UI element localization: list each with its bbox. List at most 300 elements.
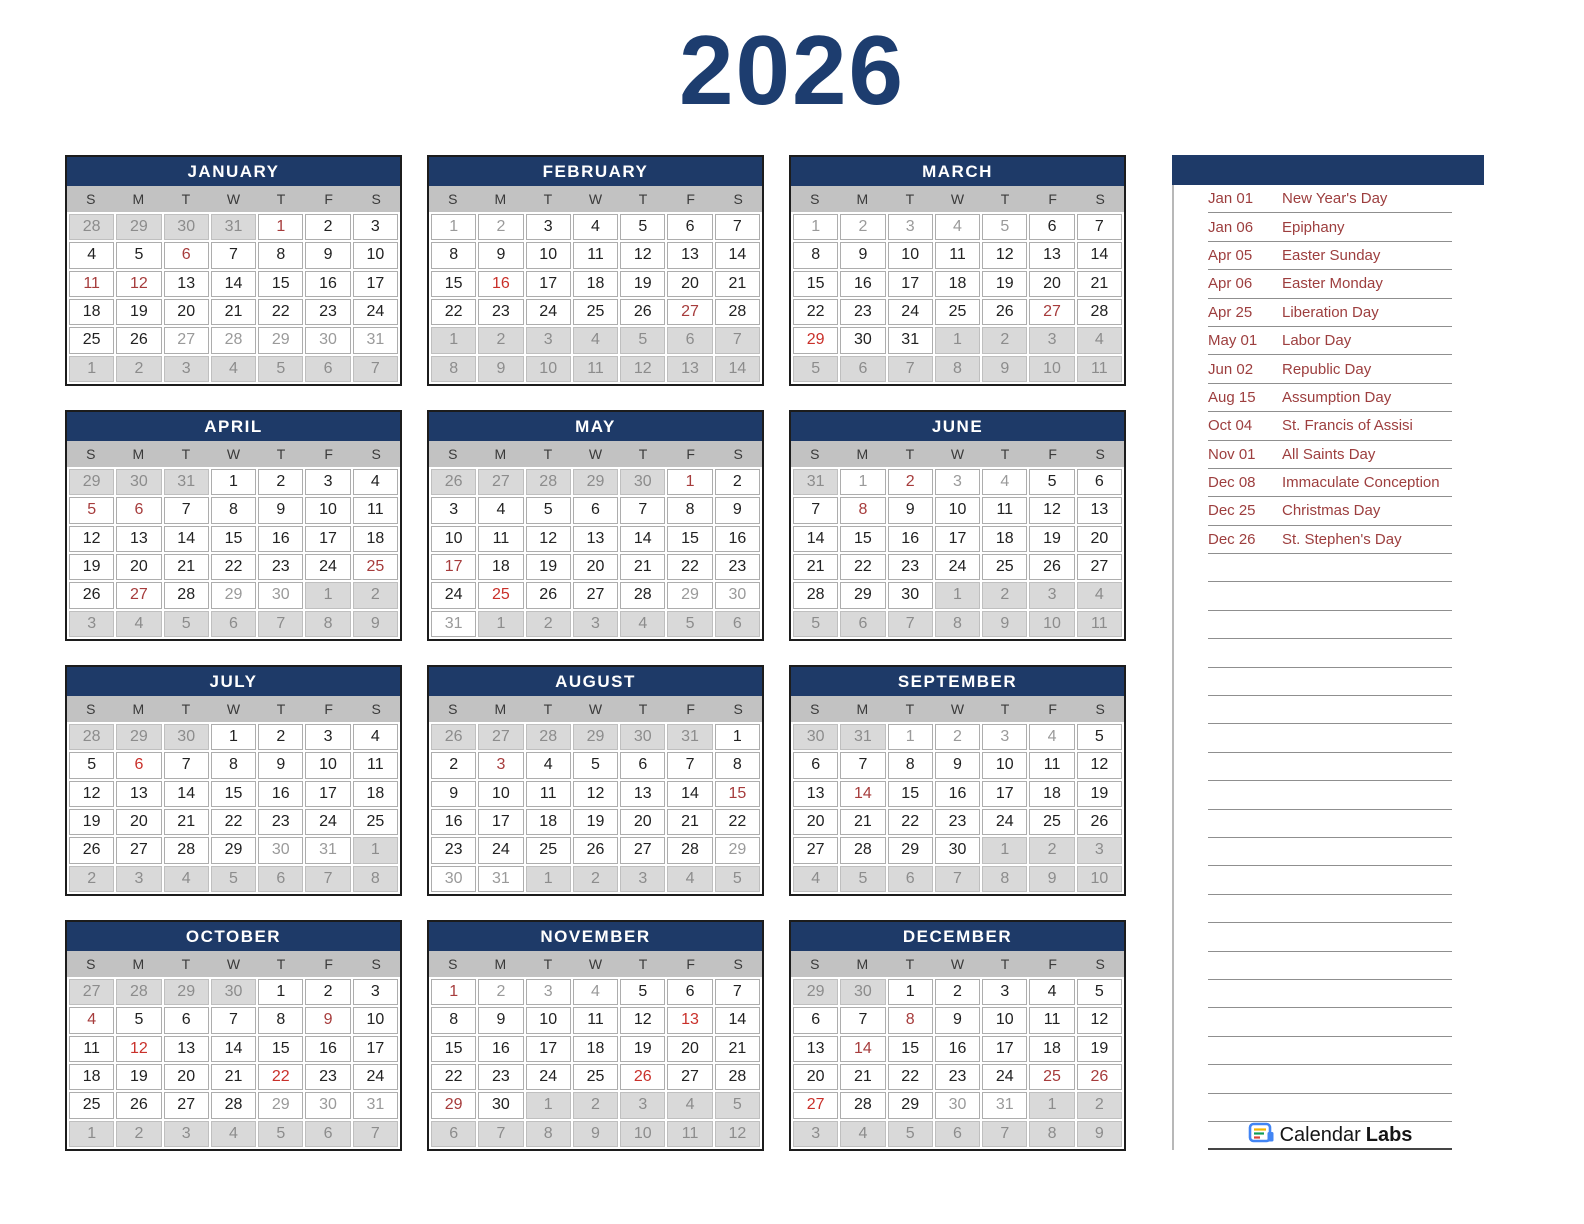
day-cell: 22	[211, 809, 256, 835]
day-cell: 11	[1077, 611, 1122, 637]
day-cell: 5	[1077, 979, 1122, 1005]
day-cell: 2	[935, 979, 980, 1005]
day-cell: 20	[793, 809, 838, 835]
day-cell: 27	[478, 724, 523, 750]
day-cell: 16	[305, 1036, 350, 1062]
day-cell: 2	[69, 866, 114, 892]
day-cell: 26	[69, 837, 114, 863]
day-cell: 23	[840, 299, 885, 325]
weekday-label: S	[1095, 956, 1105, 972]
day-cell: 28	[211, 1092, 256, 1118]
day-cell: 27	[116, 582, 161, 608]
day-cell: 26	[620, 299, 665, 325]
day-cell: 1	[353, 837, 398, 863]
day-cell: 1	[1029, 1092, 1074, 1118]
day-cell: 11	[1029, 752, 1074, 778]
weekday-label: T	[543, 701, 553, 717]
day-cell: 26	[1077, 1064, 1122, 1090]
weekday-label: T	[181, 446, 191, 462]
day-cell: 11	[573, 1007, 618, 1033]
holiday-panel-header	[1172, 155, 1484, 185]
weekday-label: S	[86, 701, 96, 717]
day-cell: 27	[478, 469, 523, 495]
month-march	[789, 155, 1126, 386]
day-cell: 28	[715, 299, 760, 325]
weekday-label: T	[543, 191, 553, 207]
day-cell: 13	[573, 526, 618, 552]
day-cell: 13	[620, 781, 665, 807]
day-cell: 30	[793, 724, 838, 750]
day-cell: 3	[164, 1121, 209, 1147]
day-cell: 8	[840, 497, 885, 523]
day-cell: 14	[715, 356, 760, 382]
day-cell: 1	[305, 582, 350, 608]
day-cell: 4	[1029, 979, 1074, 1005]
day-cell: 7	[478, 1121, 523, 1147]
day-cell: 18	[69, 299, 114, 325]
day-cell: 30	[164, 724, 209, 750]
day-cell: 23	[258, 554, 303, 580]
day-cell: 16	[258, 526, 303, 552]
day-cell: 1	[258, 979, 303, 1005]
day-cell: 14	[620, 526, 665, 552]
day-grid	[67, 722, 400, 894]
weekday-row	[67, 951, 400, 977]
day-cell: 26	[116, 327, 161, 353]
weekday-label: S	[1095, 191, 1105, 207]
weekday-label: M	[856, 701, 869, 717]
day-cell: 24	[353, 1064, 398, 1090]
day-cell: 3	[305, 724, 350, 750]
day-cell: 1	[935, 582, 980, 608]
month-january	[65, 155, 402, 386]
day-cell: 6	[793, 752, 838, 778]
day-cell: 9	[478, 356, 523, 382]
day-cell: 3	[935, 469, 980, 495]
day-cell: 4	[353, 469, 398, 495]
weekday-label: W	[588, 701, 603, 717]
holiday-date: Dec 25	[1208, 502, 1256, 520]
day-cell: 25	[478, 582, 523, 608]
day-cell: 18	[1029, 1036, 1074, 1062]
day-cell: 8	[667, 497, 712, 523]
day-cell: 15	[258, 271, 303, 297]
day-cell: 22	[888, 1064, 933, 1090]
day-cell: 10	[353, 1007, 398, 1033]
day-cell: 10	[982, 752, 1027, 778]
day-cell: 8	[888, 752, 933, 778]
day-cell: 4	[526, 752, 571, 778]
weekday-label: W	[950, 446, 965, 462]
day-cell: 6	[840, 356, 885, 382]
day-cell: 5	[258, 1121, 303, 1147]
weekday-label: F	[686, 191, 695, 207]
day-cell: 28	[211, 327, 256, 353]
weekday-label: M	[494, 446, 507, 462]
day-cell: 29	[573, 724, 618, 750]
day-cell: 3	[793, 1121, 838, 1147]
month-october	[65, 920, 402, 1151]
holiday-date: Oct 04	[1208, 417, 1253, 435]
day-cell: 5	[69, 752, 114, 778]
day-cell: 15	[211, 526, 256, 552]
holiday-row	[1208, 355, 1452, 383]
day-grid	[429, 467, 762, 639]
weekday-row	[67, 441, 400, 467]
month-title: JUNE	[791, 412, 1124, 441]
day-cell: 10	[1029, 356, 1074, 382]
holiday-row	[1208, 526, 1452, 554]
day-cell: 11	[1029, 1007, 1074, 1033]
day-cell: 25	[69, 327, 114, 353]
weekday-label: S	[810, 446, 820, 462]
day-cell: 22	[840, 554, 885, 580]
day-cell: 11	[667, 1121, 712, 1147]
holiday-row	[1208, 242, 1452, 270]
day-cell: 7	[620, 497, 665, 523]
day-cell: 30	[715, 582, 760, 608]
day-cell: 2	[353, 582, 398, 608]
weekday-label: F	[1048, 446, 1057, 462]
day-cell: 20	[116, 554, 161, 580]
day-cell: 28	[164, 582, 209, 608]
weekday-label: S	[810, 956, 820, 972]
day-cell: 18	[935, 271, 980, 297]
day-cell: 3	[1029, 327, 1074, 353]
holiday-name: Immaculate Conception	[1282, 474, 1440, 492]
day-cell: 17	[305, 526, 350, 552]
day-cell: 7	[715, 214, 760, 240]
day-cell: 3	[116, 866, 161, 892]
day-cell: 18	[982, 526, 1027, 552]
day-cell: 21	[667, 809, 712, 835]
day-cell: 26	[526, 582, 571, 608]
day-cell: 31	[667, 724, 712, 750]
weekday-label: T	[638, 701, 648, 717]
blank-line	[1208, 895, 1452, 923]
day-cell: 25	[69, 1092, 114, 1118]
day-cell: 2	[715, 469, 760, 495]
holiday-name: St. Stephen's Day	[1282, 530, 1402, 548]
day-cell: 14	[840, 1036, 885, 1062]
day-cell: 5	[888, 1121, 933, 1147]
day-cell: 4	[982, 469, 1027, 495]
day-cell: 18	[478, 554, 523, 580]
weekday-label: W	[226, 446, 241, 462]
day-cell: 7	[667, 752, 712, 778]
day-cell: 4	[164, 866, 209, 892]
day-cell: 14	[667, 781, 712, 807]
day-cell: 19	[526, 554, 571, 580]
day-cell: 24	[982, 1064, 1027, 1090]
day-cell: 12	[715, 1121, 760, 1147]
day-cell: 21	[840, 1064, 885, 1090]
day-cell: 17	[353, 271, 398, 297]
day-cell: 1	[888, 724, 933, 750]
weekday-label: M	[132, 191, 145, 207]
day-cell: 9	[840, 242, 885, 268]
day-cell: 30	[116, 469, 161, 495]
day-cell: 15	[258, 1036, 303, 1062]
day-cell: 1	[478, 611, 523, 637]
weekday-label: W	[226, 701, 241, 717]
day-cell: 30	[431, 866, 476, 892]
holiday-name: New Year's Day	[1282, 190, 1388, 208]
day-cell: 15	[667, 526, 712, 552]
day-cell: 25	[935, 299, 980, 325]
day-cell: 3	[431, 497, 476, 523]
day-cell: 30	[305, 327, 350, 353]
holiday-date: Aug 15	[1208, 388, 1256, 406]
day-cell: 12	[982, 242, 1027, 268]
day-cell: 30	[935, 1092, 980, 1118]
day-cell: 29	[573, 469, 618, 495]
day-cell: 5	[164, 611, 209, 637]
day-cell: 12	[620, 242, 665, 268]
day-cell: 8	[526, 1121, 571, 1147]
day-grid	[67, 467, 400, 639]
day-cell: 10	[353, 242, 398, 268]
day-cell: 29	[258, 1092, 303, 1118]
blank-line	[1208, 582, 1452, 610]
day-cell: 18	[573, 1036, 618, 1062]
day-cell: 8	[1029, 1121, 1074, 1147]
weekday-label: S	[1095, 446, 1105, 462]
month-title: OCTOBER	[67, 922, 400, 951]
day-cell: 10	[1029, 611, 1074, 637]
day-cell: 16	[840, 271, 885, 297]
logo-row	[1208, 1122, 1452, 1150]
day-cell: 23	[935, 809, 980, 835]
day-cell: 9	[982, 611, 1027, 637]
day-cell: 9	[935, 1007, 980, 1033]
day-cell: 1	[69, 1121, 114, 1147]
day-cell: 27	[164, 327, 209, 353]
weekday-label: S	[86, 956, 96, 972]
day-cell: 6	[935, 1121, 980, 1147]
day-cell: 1	[526, 866, 571, 892]
day-cell: 5	[211, 866, 256, 892]
day-cell: 2	[935, 724, 980, 750]
day-grid	[429, 977, 762, 1149]
day-cell: 2	[305, 214, 350, 240]
weekday-label: T	[181, 956, 191, 972]
day-cell: 6	[211, 611, 256, 637]
day-cell: 5	[116, 1007, 161, 1033]
day-grid	[67, 212, 400, 384]
day-cell: 26	[1077, 809, 1122, 835]
day-cell: 30	[258, 582, 303, 608]
day-cell: 12	[1077, 1007, 1122, 1033]
month-title: MAY	[429, 412, 762, 441]
day-cell: 28	[69, 724, 114, 750]
day-cell: 23	[478, 299, 523, 325]
day-cell: 3	[573, 611, 618, 637]
day-cell: 22	[715, 809, 760, 835]
month-september	[789, 665, 1126, 896]
day-cell: 24	[935, 554, 980, 580]
day-cell: 9	[258, 497, 303, 523]
day-cell: 16	[431, 809, 476, 835]
day-cell: 2	[478, 979, 523, 1005]
day-cell: 7	[888, 611, 933, 637]
weekday-label: F	[1048, 701, 1057, 717]
day-cell: 3	[478, 752, 523, 778]
day-cell: 2	[1077, 1092, 1122, 1118]
day-cell: 5	[526, 497, 571, 523]
day-cell: 29	[667, 582, 712, 608]
holiday-row	[1208, 327, 1452, 355]
day-cell: 12	[69, 781, 114, 807]
day-grid	[791, 722, 1124, 894]
holiday-row	[1208, 384, 1452, 412]
day-cell: 4	[116, 611, 161, 637]
holiday-date: Apr 25	[1208, 303, 1253, 321]
weekday-label: M	[132, 956, 145, 972]
day-cell: 30	[258, 837, 303, 863]
day-cell: 18	[69, 1064, 114, 1090]
day-cell: 24	[982, 809, 1027, 835]
day-cell: 19	[1077, 781, 1122, 807]
day-cell: 5	[667, 611, 712, 637]
day-cell: 22	[258, 299, 303, 325]
day-cell: 11	[353, 752, 398, 778]
day-cell: 29	[164, 979, 209, 1005]
day-cell: 31	[793, 469, 838, 495]
holiday-name: Easter Sunday	[1282, 246, 1381, 264]
day-cell: 11	[982, 497, 1027, 523]
holiday-date: Nov 01	[1208, 445, 1256, 463]
day-cell: 15	[211, 781, 256, 807]
day-cell: 30	[164, 214, 209, 240]
day-cell: 12	[620, 1007, 665, 1033]
day-cell: 4	[620, 611, 665, 637]
day-cell: 5	[1029, 469, 1074, 495]
day-cell: 24	[305, 554, 350, 580]
day-cell: 4	[573, 214, 618, 240]
day-cell: 11	[353, 497, 398, 523]
day-cell: 12	[116, 271, 161, 297]
day-cell: 3	[69, 611, 114, 637]
day-cell: 31	[478, 866, 523, 892]
month-december	[789, 920, 1126, 1151]
weekday-label: S	[448, 701, 458, 717]
day-cell: 27	[573, 582, 618, 608]
weekday-label: T	[638, 446, 648, 462]
day-cell: 10	[888, 242, 933, 268]
day-cell: 11	[526, 781, 571, 807]
day-cell: 12	[1029, 497, 1074, 523]
day-cell: 24	[526, 1064, 571, 1090]
day-cell: 21	[715, 271, 760, 297]
holiday-date: Jan 01	[1208, 190, 1254, 208]
weekday-label: W	[950, 701, 965, 717]
day-cell: 6	[667, 214, 712, 240]
day-cell: 21	[211, 299, 256, 325]
day-cell: 15	[431, 1036, 476, 1062]
holiday-row	[1208, 441, 1452, 469]
day-cell: 17	[526, 1036, 571, 1062]
day-cell: 30	[888, 582, 933, 608]
day-cell: 8	[793, 242, 838, 268]
holiday-row	[1208, 412, 1452, 440]
day-cell: 16	[478, 1036, 523, 1062]
day-cell: 26	[1029, 554, 1074, 580]
day-cell: 9	[353, 611, 398, 637]
year-title: 2026	[678, 15, 905, 125]
day-cell: 20	[1029, 271, 1074, 297]
day-cell: 4	[573, 327, 618, 353]
day-cell: 5	[840, 866, 885, 892]
day-cell: 27	[116, 837, 161, 863]
day-cell: 17	[935, 526, 980, 552]
weekday-label: W	[950, 956, 965, 972]
day-cell: 30	[935, 837, 980, 863]
day-cell: 8	[211, 752, 256, 778]
day-cell: 4	[1077, 327, 1122, 353]
month-may	[427, 410, 764, 641]
day-cell: 4	[573, 979, 618, 1005]
day-cell: 26	[573, 837, 618, 863]
holiday-name: All Saints Day	[1282, 445, 1376, 463]
day-cell: 7	[715, 979, 760, 1005]
day-cell: 18	[573, 271, 618, 297]
day-cell: 4	[935, 214, 980, 240]
day-cell: 29	[715, 837, 760, 863]
weekday-label: T	[905, 191, 915, 207]
day-cell: 2	[116, 356, 161, 382]
holiday-list	[1172, 185, 1484, 1150]
day-cell: 10	[620, 1121, 665, 1147]
day-cell: 1	[840, 469, 885, 495]
day-cell: 20	[573, 554, 618, 580]
day-cell: 14	[1077, 242, 1122, 268]
day-cell: 27	[667, 1064, 712, 1090]
weekday-label: F	[1048, 956, 1057, 972]
weekday-label: M	[856, 446, 869, 462]
day-cell: 2	[840, 214, 885, 240]
day-cell: 2	[573, 866, 618, 892]
day-cell: 9	[305, 242, 350, 268]
day-cell: 10	[478, 781, 523, 807]
weekday-label: S	[371, 446, 381, 462]
day-cell: 7	[1077, 214, 1122, 240]
holiday-name: St. Francis of Assisi	[1282, 417, 1413, 435]
day-cell: 28	[840, 837, 885, 863]
month-title: JANUARY	[67, 157, 400, 186]
day-cell: 5	[793, 611, 838, 637]
weekday-label: W	[950, 191, 965, 207]
day-cell: 1	[715, 724, 760, 750]
day-cell: 14	[164, 781, 209, 807]
day-cell: 30	[211, 979, 256, 1005]
day-cell: 19	[116, 1064, 161, 1090]
day-cell: 19	[620, 1036, 665, 1062]
day-cell: 22	[431, 299, 476, 325]
blank-line	[1208, 1037, 1452, 1065]
day-cell: 15	[715, 781, 760, 807]
day-cell: 12	[526, 526, 571, 552]
day-cell: 2	[431, 752, 476, 778]
blank-line	[1208, 554, 1452, 582]
day-cell: 31	[840, 724, 885, 750]
day-cell: 7	[935, 866, 980, 892]
blank-line	[1208, 611, 1452, 639]
weekday-label: W	[588, 191, 603, 207]
day-cell: 22	[667, 554, 712, 580]
holiday-row	[1208, 469, 1452, 497]
day-cell: 1	[431, 327, 476, 353]
